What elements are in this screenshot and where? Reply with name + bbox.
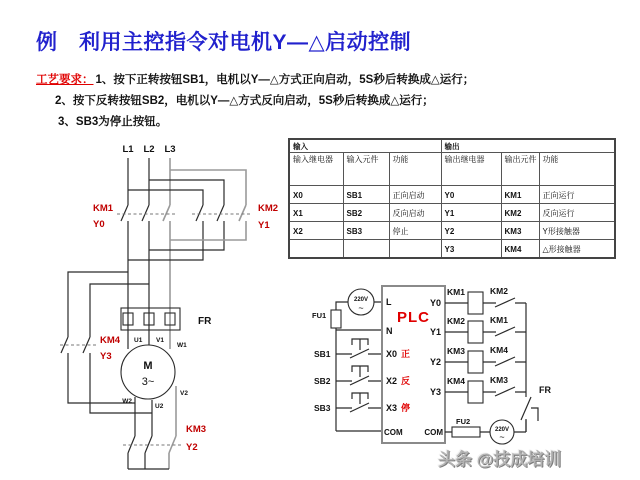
- motor: [121, 337, 188, 433]
- cell: SB1: [343, 186, 389, 204]
- phase-label-l1: L1: [122, 144, 134, 155]
- table-group-header-row: [289, 139, 615, 153]
- output-group-header: 输出: [441, 139, 615, 153]
- thermal-relay-fr: [121, 308, 212, 330]
- km3-coil-label: KM3: [447, 346, 465, 356]
- km3-interlock-label: KM3: [490, 375, 508, 385]
- cell: KM3: [501, 222, 539, 240]
- cell: 停止: [389, 222, 441, 240]
- cell: Y1: [441, 204, 501, 222]
- sb1-label: SB1: [314, 349, 331, 359]
- cell: X1: [289, 204, 343, 222]
- km4-label: KM4: [100, 335, 121, 346]
- requirement-text-1: 1、按下正转按钮SB1，电机以Y—△方式正向启动，5S秒后转换成△运行；: [95, 74, 475, 86]
- col-header: 输出继电器: [441, 153, 501, 186]
- km1-interlock-label: KM1: [490, 315, 508, 325]
- sb2-label: SB2: [314, 376, 331, 386]
- cell: X0: [289, 186, 343, 204]
- table-row: [289, 222, 615, 240]
- input-group-header: 输入: [289, 139, 441, 153]
- input-pushbuttons: [314, 339, 382, 413]
- plc-output-power: [445, 417, 526, 444]
- col-header: 功能: [389, 153, 441, 186]
- km4-coil-label: KM4: [447, 376, 465, 386]
- terminal-u1: U1: [134, 337, 143, 344]
- pin-l: L: [386, 297, 392, 307]
- terminal-w1: W1: [177, 342, 187, 349]
- fr-label: FR: [198, 316, 212, 327]
- output-row-km1: [445, 286, 526, 314]
- cell: SB3: [343, 222, 389, 240]
- top-ac-symbol: ~: [358, 303, 364, 313]
- pin-x0: X0: [386, 349, 398, 359]
- pin-x2-mark: 反: [401, 376, 411, 386]
- cell: KM2: [501, 204, 539, 222]
- col-header: 输入元件: [343, 153, 389, 186]
- plc-wiring-diagram: [308, 272, 640, 472]
- km3-label: KM3: [186, 424, 207, 435]
- requirement-line-3: 3、SB3为停止按钮。: [58, 116, 168, 128]
- km2-interlock-label: KM2: [490, 286, 508, 296]
- cell: Y3: [441, 240, 501, 259]
- col-header: 功能: [539, 153, 615, 186]
- cell: Y2: [441, 222, 501, 240]
- pin-y0: Y0: [429, 298, 441, 308]
- sb3-label: SB3: [314, 403, 331, 413]
- terminal-v2: V2: [180, 390, 188, 397]
- top-voltage-label: 220V: [353, 297, 369, 303]
- terminal-w2: W2: [122, 398, 132, 405]
- cell: [343, 240, 389, 259]
- cell: X2: [289, 222, 343, 240]
- cell: 反向运行: [539, 204, 615, 222]
- terminal-v1: V1: [156, 337, 164, 344]
- col-header: 输入继电器: [289, 153, 343, 186]
- km2-main-contacts: [192, 202, 278, 231]
- fu2-label: FU2: [456, 417, 471, 426]
- cell: KM1: [501, 186, 539, 204]
- table-row: [289, 204, 615, 222]
- plc-unit: [382, 286, 445, 443]
- cell: KM4: [501, 240, 539, 259]
- pin-y3: Y3: [429, 387, 441, 397]
- phase-label-l2: L2: [143, 144, 155, 155]
- bottom-voltage-label: 220V: [494, 427, 510, 433]
- watermark: 头条 @技成培训: [438, 450, 562, 469]
- pin-x0-mark: 正: [401, 349, 411, 359]
- pin-x3: X3: [386, 403, 398, 413]
- table-row: [289, 240, 615, 259]
- main-circuit-diagram: [60, 138, 295, 480]
- km1-output-label: Y0: [93, 219, 105, 230]
- output-row-km3: [445, 345, 526, 373]
- fr-protection-contact: [521, 303, 551, 432]
- fr-contact-label: FR: [539, 385, 551, 395]
- km2-output-label: Y1: [258, 220, 270, 231]
- three-phase-lines: [122, 144, 246, 202]
- col-header: 输出元件: [501, 153, 539, 186]
- cell: SB2: [343, 204, 389, 222]
- motor-phase-label: 3~: [141, 376, 155, 388]
- km1-coil-label: KM1: [447, 287, 465, 297]
- fu1-label: FU1: [312, 311, 327, 320]
- pin-com-left: COM: [384, 428, 403, 437]
- pin-y2: Y2: [429, 357, 441, 367]
- km2-coil-label: KM2: [447, 316, 465, 326]
- pin-n: N: [386, 326, 393, 336]
- table-column-header-row: [289, 153, 615, 186]
- cell: [289, 240, 343, 259]
- km3-output-label: Y2: [186, 442, 198, 453]
- cell: 正向启动: [389, 186, 441, 204]
- output-row-km2: [445, 315, 526, 343]
- output-row-km4: [445, 375, 526, 403]
- km4-output-label: Y3: [100, 351, 112, 362]
- cell: [389, 240, 441, 259]
- terminal-u2: U2: [155, 403, 164, 410]
- cell: 正向运行: [539, 186, 615, 204]
- km2-label: KM2: [258, 203, 279, 214]
- process-requirements: [36, 70, 474, 133]
- table-row: [289, 186, 615, 204]
- plc-label: PLC: [397, 309, 430, 326]
- cell: 反向启动: [389, 204, 441, 222]
- cell: Y形接触器: [539, 222, 615, 240]
- requirement-line-1: [36, 70, 474, 91]
- phase-label-l3: L3: [164, 144, 176, 155]
- cell: Y0: [441, 186, 501, 204]
- km4-interlock-label: KM4: [490, 345, 508, 355]
- page-title: 例 利用主控指令对电机Y—△启动控制: [36, 31, 412, 54]
- km1-label: KM1: [93, 203, 114, 214]
- pin-com-right: COM: [424, 428, 443, 437]
- motor-m-label: M: [143, 360, 153, 372]
- bottom-ac-symbol: ~: [499, 432, 505, 442]
- io-assignment-table: [288, 138, 616, 259]
- pin-x2: X2: [386, 376, 398, 386]
- pin-y1: Y1: [429, 327, 441, 337]
- cell: △形接触器: [539, 240, 615, 259]
- km1-main-contacts: [93, 202, 177, 230]
- requirement-line-2: 2、按下反转按钮SB2，电机以Y—△方式反向启动，5S秒后转换成△运行；: [55, 95, 434, 107]
- pin-x3-mark: 停: [401, 403, 411, 413]
- requirements-label: 工艺要求：: [36, 74, 94, 86]
